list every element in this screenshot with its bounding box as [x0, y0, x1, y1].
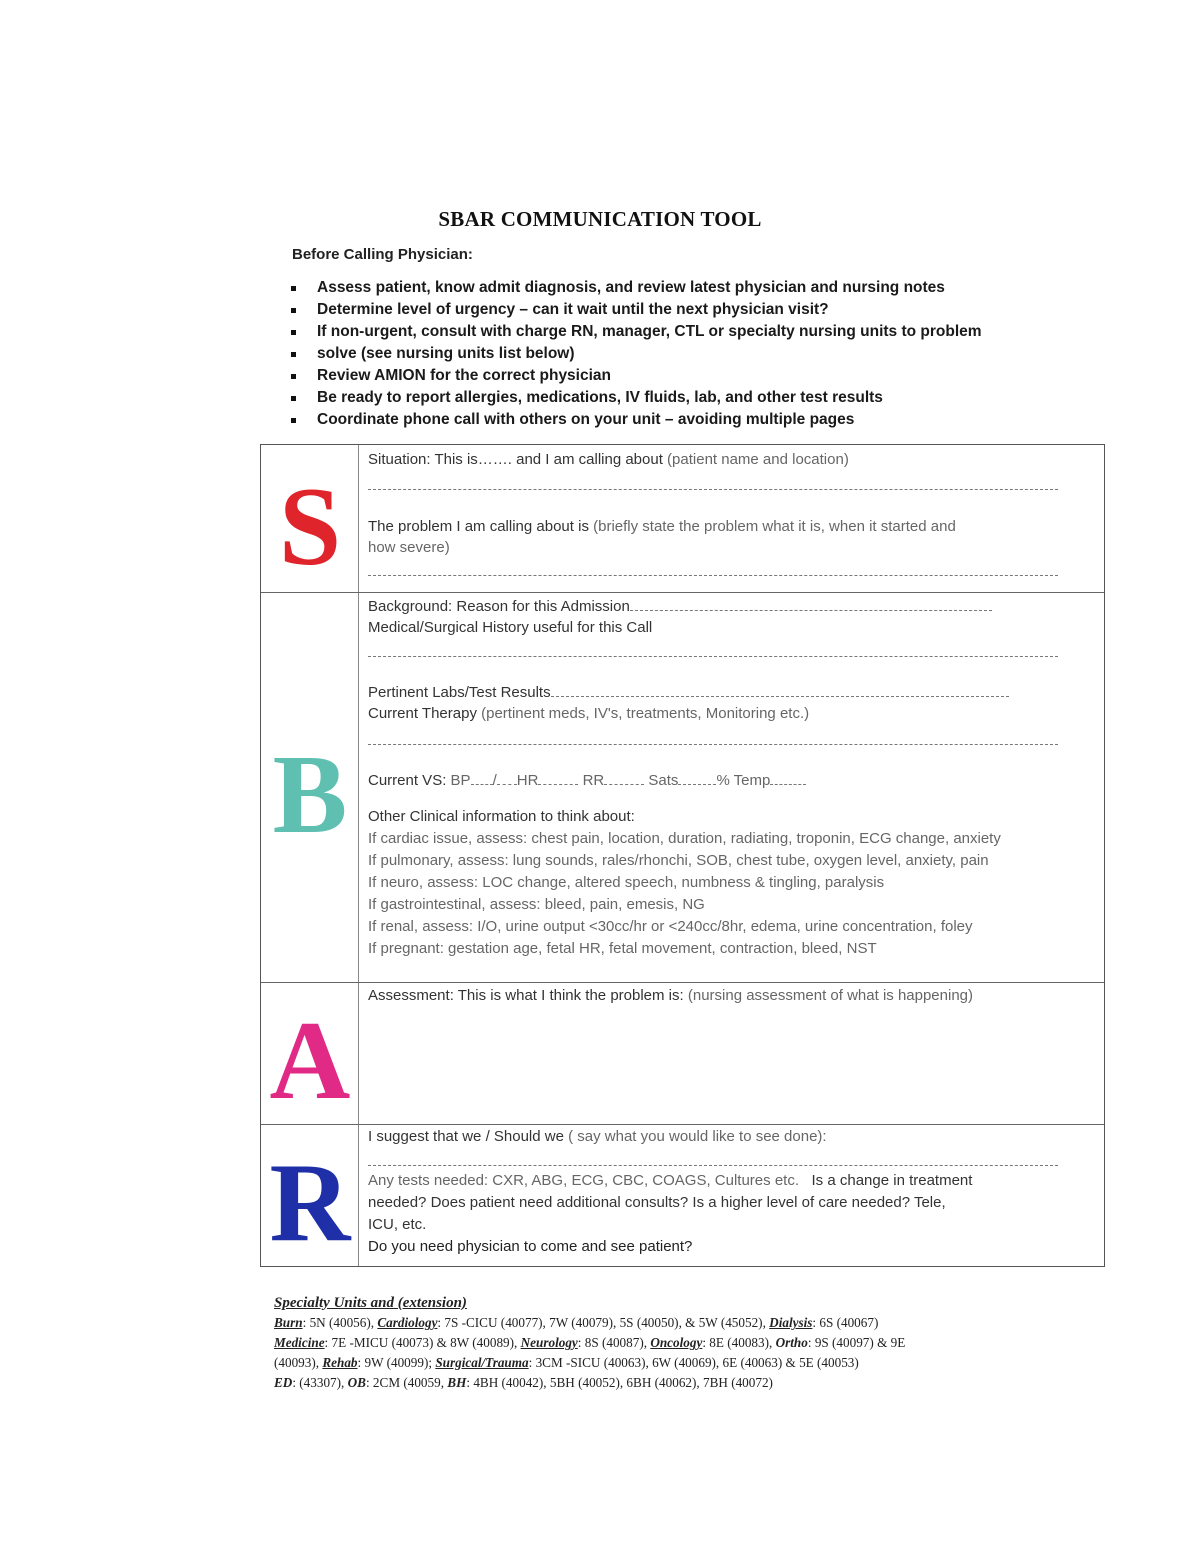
write-in-line[interactable] [368, 1165, 1058, 1166]
unit-name: Medicine [274, 1335, 325, 1350]
physician-visit-question: Do you need physician to come and see patient? [368, 1238, 693, 1255]
specialty-heading: Specialty Units and (extension) [274, 1295, 467, 1311]
letter-cell [261, 983, 359, 1124]
vitals-line [368, 771, 806, 789]
checklist-item: Coordinate phone call with others on your unit – avoiding multiple pages [286, 409, 1086, 431]
problem-label: The problem I am calling about is [368, 518, 589, 535]
background-line [368, 597, 992, 615]
background-row [261, 593, 1104, 983]
tests-line-end: ICU, etc. [368, 1216, 427, 1233]
unit-extension: (40093), [274, 1355, 323, 1370]
rr-label: RR [582, 772, 605, 789]
unit-extension: : 3CM -SICU (40063), 6W (40069), 6E (40063) & 5E (40053) [528, 1355, 859, 1370]
hr-blank[interactable] [538, 771, 578, 785]
suggest-hint: ( say what you would like to see done): [563, 1128, 827, 1145]
suggest-label: I suggest that we / Should we [368, 1128, 564, 1145]
other-clinical-heading: Other Clinical information to think about: [368, 808, 635, 825]
checklist-continuation-text: solve (see nursing units list below) [317, 345, 575, 362]
letter-cell [261, 593, 359, 982]
bp-slash: / [492, 772, 497, 789]
therapy-line [368, 705, 809, 722]
rr-blank[interactable] [604, 771, 644, 785]
unit-name: Surgical/Trauma [435, 1355, 529, 1370]
problem-line [368, 518, 956, 535]
treatment-change-label: Is a change in treatment [811, 1172, 973, 1189]
letter-b: B [272, 733, 348, 857]
unit-extension: : 7E -MICU (40073) & 8W (40089), [324, 1335, 521, 1350]
unit-name: Ortho [775, 1335, 808, 1350]
checklist-item-continuation [286, 343, 1086, 365]
labs-blank[interactable] [551, 683, 1009, 697]
situation-row [261, 445, 1104, 593]
unit-name: Oncology [650, 1335, 703, 1350]
checklist-item: If non-urgent, consult with charge RN, manager, CTL or specialty nursing units to problem [286, 321, 1086, 343]
write-in-line[interactable] [368, 744, 1058, 745]
temp-label: % Temp [716, 772, 771, 789]
specialty-units [274, 1293, 1034, 1393]
specialty-line [274, 1373, 1034, 1393]
pre-call-checklist [286, 277, 1086, 431]
clinical-guidance-line: If pulmonary, assess: lung sounds, rales/rhonchi, SOB, chest tube, oxygen level, anxiety, pain [368, 852, 989, 869]
unit-name: ED [274, 1375, 293, 1390]
background-blank[interactable] [630, 597, 992, 611]
unit-name: BH [447, 1375, 467, 1390]
assessment-label: Assessment: This is what I think the problem is: [368, 987, 684, 1004]
unit-extension: : (43307), [292, 1375, 348, 1390]
sbar-table [260, 444, 1105, 1267]
tests-line-continued: needed? Does patient need additional consults? Is a higher level of care needed? Tele, [368, 1194, 946, 1211]
before-calling-heading: Before Calling Physician: [292, 246, 473, 263]
specialty-line [274, 1353, 1034, 1373]
hr-label: HR [516, 772, 539, 789]
unit-extension: : 5N (40056), [302, 1315, 378, 1330]
clinical-guidance-line: If cardiac issue, assess: chest pain, location, duration, radiating, troponin, ECG change, anxiety [368, 830, 1001, 847]
bp-diastolic-blank[interactable] [497, 771, 517, 785]
unit-name: OB [347, 1375, 366, 1390]
write-in-line[interactable] [368, 489, 1058, 490]
recommendation-row [261, 1125, 1104, 1266]
suggest-line [368, 1128, 827, 1145]
sats-blank[interactable] [678, 771, 716, 785]
write-in-line[interactable] [368, 575, 1058, 576]
letter-cell [261, 1125, 359, 1266]
unit-extension: : 8E (40083), [702, 1335, 776, 1350]
checklist-item: Be ready to report allergies, medications, IV fluids, lab, and other test results [286, 387, 1086, 409]
bp-label: BP [450, 772, 471, 789]
unit-name: Dialysis [769, 1315, 813, 1330]
background-label: Background: Reason for this Admission [368, 598, 630, 615]
situation-line [368, 451, 849, 468]
unit-extension: : 9S (40097) & 9E [807, 1335, 906, 1350]
vitals-label: Current VS: [368, 772, 447, 789]
situation-label: Situation: This is……. and I am calling about [368, 451, 663, 468]
situation-hint: (patient name and location) [662, 451, 849, 468]
unit-extension: : 8S (40087), [577, 1335, 651, 1350]
assessment-row [261, 983, 1104, 1125]
history-label: Medical/Surgical History useful for this Call [368, 619, 653, 636]
assessment-line [368, 987, 973, 1004]
write-in-line[interactable] [368, 656, 1058, 657]
clinical-guidance-line: If pregnant: gestation age, fetal HR, fetal movement, contraction, bleed, NST [368, 940, 877, 957]
unit-extension: : 4BH (40042), 5BH (40052), 6BH (40062), 7BH (40072) [466, 1375, 773, 1390]
unit-extension: : 9W (40099); [357, 1355, 436, 1370]
letter-r: R [269, 1141, 351, 1265]
problem-hint: (briefly state the problem what it is, when it started and [588, 518, 956, 535]
unit-name: Rehab [322, 1355, 358, 1370]
unit-name: Cardiology [377, 1315, 438, 1330]
checklist-item: Determine level of urgency – can it wait until the next physician visit? [286, 299, 1086, 321]
letter-a: A [269, 999, 351, 1123]
unit-name: Burn [274, 1315, 303, 1330]
specialty-line [274, 1313, 1034, 1333]
tests-line [368, 1172, 972, 1189]
document-title: SBAR COMMUNICATION TOOL [438, 207, 762, 231]
assessment-hint: (nursing assessment of what is happening) [683, 987, 974, 1004]
clinical-guidance-line: If renal, assess: I/O, urine output <30cc/hr or <240cc/8hr, edema, urine concentration, foley [368, 918, 973, 935]
unit-extension: : 2CM (40059, [365, 1375, 448, 1390]
unit-name: Neurology [520, 1335, 578, 1350]
labs-line [368, 683, 1009, 701]
unit-extension: : 6S (40067) [812, 1315, 879, 1330]
letter-cell [261, 445, 359, 592]
problem-hint-continued: how severe) [368, 539, 450, 556]
sats-label: Sats [648, 772, 679, 789]
therapy-hint: (pertinent meds, IV's, treatments, Monitoring etc.) [476, 705, 810, 722]
checklist-item: Review AMION for the correct physician [286, 365, 1086, 387]
bp-systolic-blank[interactable] [471, 771, 493, 785]
checklist-item: Assess patient, know admit diagnosis, and review latest physician and nursing notes [286, 277, 1086, 299]
labs-label: Pertinent Labs/Test Results [368, 684, 551, 701]
therapy-label: Current Therapy [368, 705, 477, 722]
clinical-guidance-line: If gastrointestinal, assess: bleed, pain, emesis, NG [368, 896, 705, 913]
unit-extension: : 7S -CICU (40077), 7W (40079), 5S (40050), & 5W (45052), [437, 1315, 770, 1330]
tests-hint: Any tests needed: CXR, ABG, ECG, CBC, COAGS, Cultures etc. [368, 1172, 799, 1189]
clinical-guidance-line: If neuro, assess: LOC change, altered speech, numbness & tingling, paralysis [368, 874, 885, 891]
letter-s: S [278, 465, 342, 589]
temp-blank[interactable] [770, 771, 806, 785]
specialty-line [274, 1333, 1034, 1353]
